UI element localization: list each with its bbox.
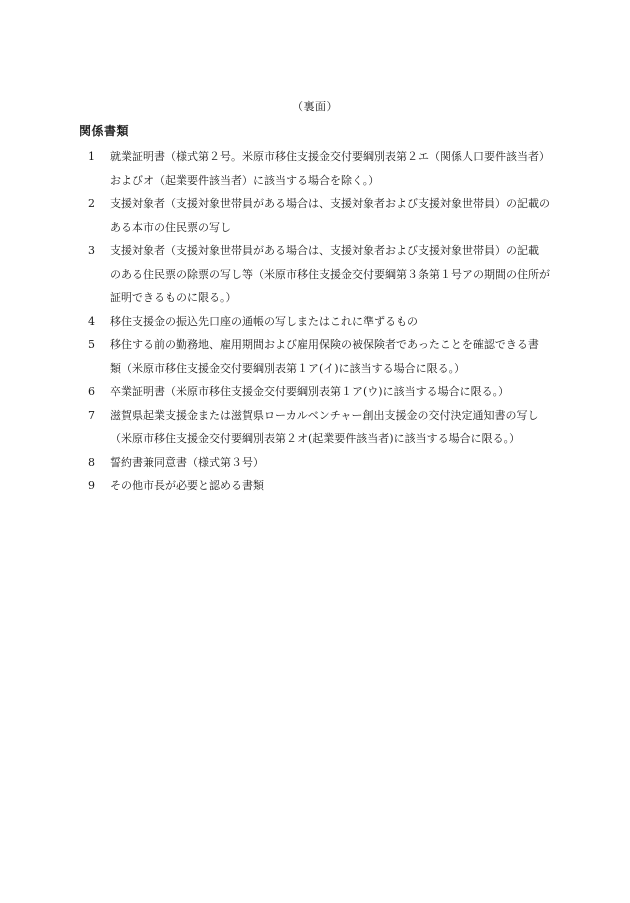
item-text: 支援対象者（支援対象世帯員がある場合は、支援対象者および支援対象世帯員）の記載の ある本市の住民票の写し (110, 197, 550, 234)
list-item (88, 474, 558, 498)
item-text: 卒業証明書（米原市移住支援金交付要綱別表第１ア(ウ)に該当する場合に限る。） (110, 385, 510, 398)
item-text: 移住支援金の振込先口座の通帳の写しまたはこれに準ずるもの (110, 314, 418, 328)
list-item (88, 145, 558, 192)
list-item (88, 451, 558, 475)
list-item (88, 310, 558, 334)
item-number: 3 (88, 244, 95, 257)
item-text: 就業証明書（様式第２号。米原市移住支援金交付要綱別表第２エ（関係人口要件該当者） およびオ（起業要件該当者）に該当する場合を除く。） (110, 150, 550, 187)
list-item (88, 333, 558, 380)
item-number: 1 (88, 150, 95, 163)
item-text: 滋賀県起業支援金または滋賀県ローカルベンチャー創出支援金の交付決定通知書の写し （米原市移住支援金交付要綱別表第２オ(起業要件該当者)に該当する場合に限る。） (110, 408, 539, 445)
item-number: 7 (88, 408, 95, 422)
item-text: その他市長が必要と認める書類 (110, 479, 264, 492)
list-item (88, 192, 558, 239)
item-number: 2 (88, 197, 95, 210)
item-number: 9 (88, 479, 95, 492)
item-number: 8 (88, 455, 95, 469)
page-side-label: （裏面） (292, 100, 338, 113)
item-number: 6 (88, 385, 95, 398)
list-item (88, 380, 558, 404)
related-documents-list (88, 145, 558, 498)
item-text: 支援対象者（支援対象世帯員がある場合は、支援対象者および支援対象世帯員）の記載 のある住民票の除票の写し等（米原市移住支援金交付要綱第３条第１号アの期間の住所が 証明できるものに限る。） (110, 244, 550, 304)
item-text: 移住する前の勤務地、雇用期間および雇用保険の被保険者であったことを確認できる書 類（米原市移住支援金交付要綱別表第１ア(イ)に該当する場合に限る。） (110, 338, 539, 375)
item-number: 5 (88, 338, 95, 351)
section-heading: 関係書類 (79, 124, 130, 138)
list-item (88, 404, 558, 451)
item-text: 誓約書兼同意書（様式第３号） (110, 455, 264, 469)
item-number: 4 (88, 314, 95, 328)
list-item (88, 239, 558, 310)
